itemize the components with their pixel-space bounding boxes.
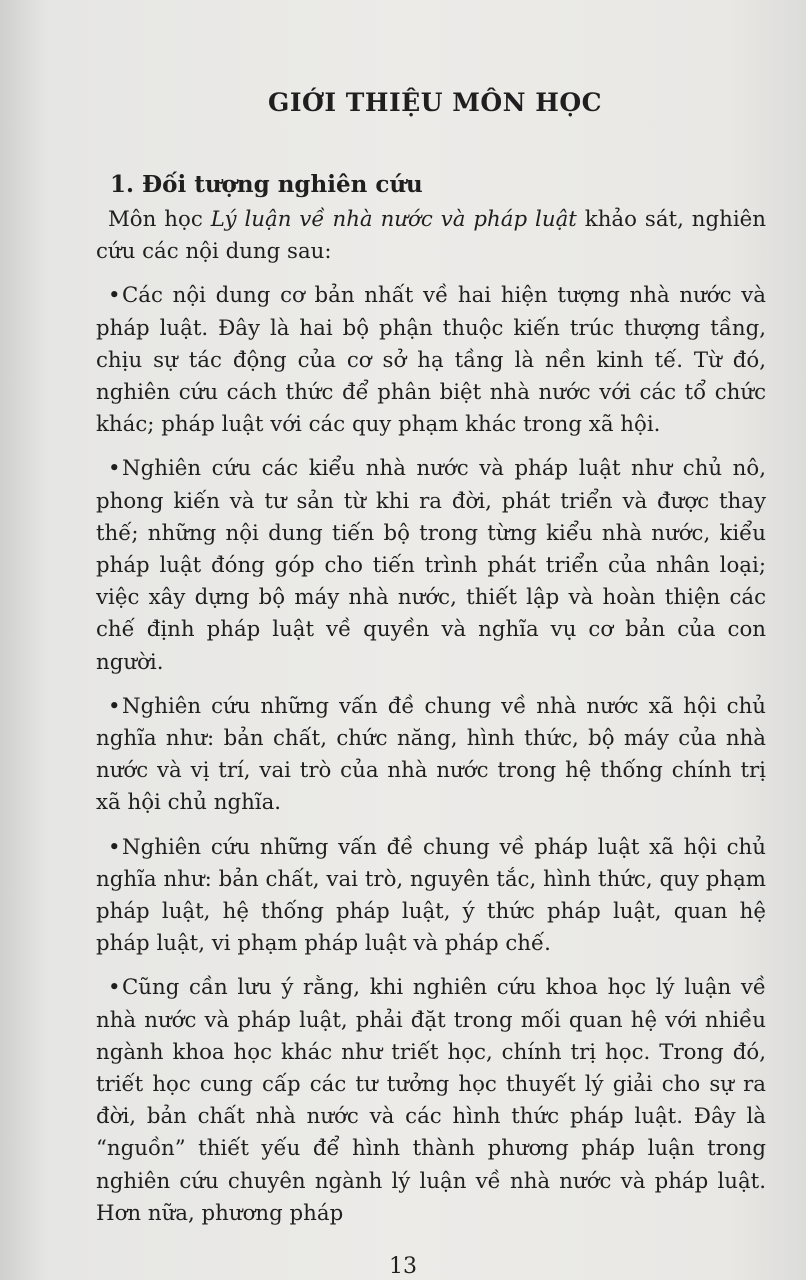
bullet-text: Nghiên cứu các kiểu nhà nước và pháp luật như chủ nô, phong kiến và tư sản từ khi ra đời, phát triển và được thay thế; những nội dung tiến bộ trong từng kiểu nhà nước, kiểu pháp luật đóng góp cho tiến trình phát triển của nhân loại; việc xây dựng bộ máy nhà nước, thiết lập và hoàn thiện các chế định pháp luật về quyền và nghĩa vụ cơ bản của con người. xyxy=(96,456,766,675)
page-number: 13 xyxy=(389,1254,417,1279)
page-title: GIỚI THIỆU MÔN HỌC xyxy=(268,88,602,117)
bullet-paragraph-1 xyxy=(96,280,766,441)
bullet-paragraph-3 xyxy=(96,691,766,820)
bullet-text: Nghiên cứu những vấn đề chung về pháp luật xã hội chủ nghĩa như: bản chất, vai trò, nguyên tắc, hình thức, quy phạm pháp luật, hệ thống pháp luật, ý thức pháp luật, quan hệ pháp luật, vi phạm pháp luật và pháp chế. xyxy=(96,834,766,957)
bullet-icon: • xyxy=(108,975,121,1001)
intro-paragraph xyxy=(96,204,766,268)
bullet-paragraph-2 xyxy=(96,453,766,678)
bullet-icon: • xyxy=(108,456,121,482)
intro-text-start: Môn học xyxy=(108,207,211,232)
bullet-icon: • xyxy=(108,283,121,309)
bullet-icon: • xyxy=(108,693,121,719)
section-heading: 1. Đối tượng nghiên cứu xyxy=(110,171,423,198)
bullet-text: Cũng cần lưu ý rằng, khi nghiên cứu khoa học lý luận về nhà nước và pháp luật, phải đặt trong mối quan hệ với nhiều ngành khoa học khác như triết học, chính trị học. Trong đó, triết học cung cấp các tư tưởng học thuyết lý giải cho sự ra đời, bản chất nhà nước và các hình thức pháp luật. Đây là “nguồn” thiết yếu để hình thành phương pháp luận trong nghiên cứu chuyên ngành lý luận về nhà nước và pháp luật. Hơn nữa, phương pháp xyxy=(96,975,766,1226)
course-name: Lý luận về nhà nước và pháp luật xyxy=(210,207,577,232)
bullet-text: Nghiên cứu những vấn đề chung về nhà nước xã hội chủ nghĩa như: bản chất, chức năng, hình thức, bộ máy của nhà nước và vị trí, vai trò của nhà nước trong hệ thống chính trị xã hội chủ nghĩa. xyxy=(96,693,766,816)
bullet-text: Các nội dung cơ bản nhất về hai hiện tượng nhà nước và pháp luật. Đây là hai bộ phận thuộc kiến trúc thượng tầng, chịu sự tác động của cơ sở hạ tầng là nền kinh tế. Từ đó, nghiên cứu cách thức để phân biệt nhà nước với các tổ chức khác; pháp luật với các quy phạm khác trong xã hội. xyxy=(96,283,766,438)
bullet-paragraph-4 xyxy=(96,832,766,961)
bullet-icon: • xyxy=(108,834,121,860)
intro-text-end: khảo sát, nghiên cứu các nội dung sau: xyxy=(96,207,766,265)
bullet-paragraph-5 xyxy=(96,972,766,1230)
page-content xyxy=(96,88,766,1242)
